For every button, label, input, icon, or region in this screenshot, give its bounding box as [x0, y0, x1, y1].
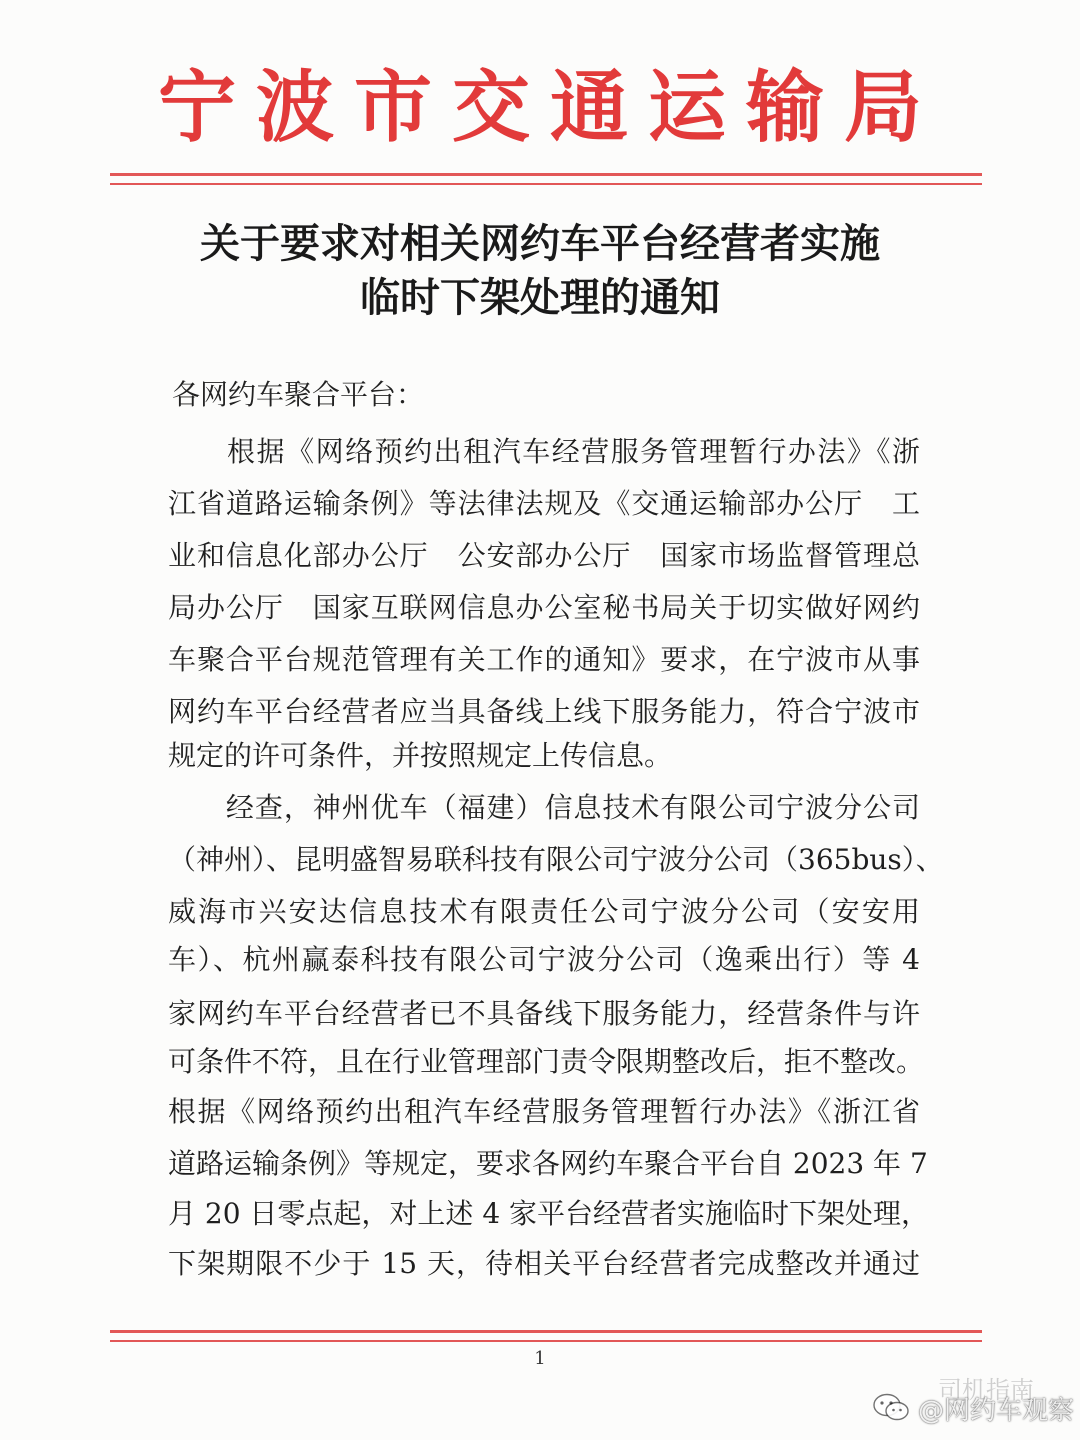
letterhead-rule-bottom [110, 183, 982, 185]
body-line: （神州）、昆明盛智易联科技有限公司宁波分公司（365bus）、 [168, 843, 944, 876]
letterhead-title: 宁波市交通运输局 [157, 63, 942, 153]
wechat-icon [872, 1392, 910, 1422]
body-line: 经查，神州优车（福建）信息技术有限公司宁波分公司 [168, 791, 920, 824]
body-line: 根据《网络预约出租汽车经营服务管理暂行办法》《浙 [168, 435, 920, 468]
page-number: 1 [534, 1348, 546, 1369]
document-title-line-2: 临时下架处理的通知 [360, 274, 720, 321]
watermark-text: @网约车观察 [918, 1396, 1075, 1426]
body-line: 局办公厅 国家互联网信息办公室秘书局关于切实做好网约 [168, 591, 920, 624]
document-title-line-1: 关于要求对相关网约车平台经营者实施 [200, 220, 880, 267]
body-line: 江省道路运输条例》等法律法规及《交通运输部办公厅 工 [168, 487, 920, 520]
letterhead-rule-top [110, 173, 982, 176]
body-line: 车聚合平台规范管理有关工作的通知》要求，在宁波市从事 [168, 643, 920, 676]
watermark-faint-text: 司机指南 [938, 1376, 1034, 1404]
body-line: 网约车平台经营者应当具备线上线下服务能力，符合宁波市 [168, 695, 920, 728]
body-line: 家网约车平台经营者已不具备线下服务能力，经营条件与许 [168, 997, 920, 1030]
body-line: 下架期限不少于 15 天，待相关平台经营者完成整改并通过 [168, 1247, 920, 1280]
body-line: 规定的许可条件，并按照规定上传信息。 [168, 739, 673, 772]
body-line: 月 20 日零点起，对上述 4 家平台经营者实施临时下架处理， [168, 1197, 930, 1230]
body-line: 根据《网络预约出租汽车经营服务管理暂行办法》《浙江省 [168, 1095, 920, 1128]
body-line: 威海市兴安达信息技术有限责任公司宁波分公司（安安用 [168, 895, 920, 928]
watermark [868, 1376, 1075, 1430]
body-line: 可条件不符，且在行业管理部门责令限期整改后，拒不整改。 [168, 1045, 925, 1078]
body-line: 业和信息化部办公厅 公安部办公厅 国家市场监督管理总 [168, 539, 920, 572]
footer-rule-top [110, 1330, 982, 1333]
salutation: 各网约车聚合平台： [172, 378, 425, 411]
body-line: 道路运输条例》等规定，要求各网约车聚合平台自 2023 年 7 [168, 1147, 928, 1180]
body-line: 车）、杭州赢泰科技有限公司宁波分公司（逸乘出行）等 4 [168, 943, 920, 976]
footer-rule-bottom [110, 1340, 982, 1342]
